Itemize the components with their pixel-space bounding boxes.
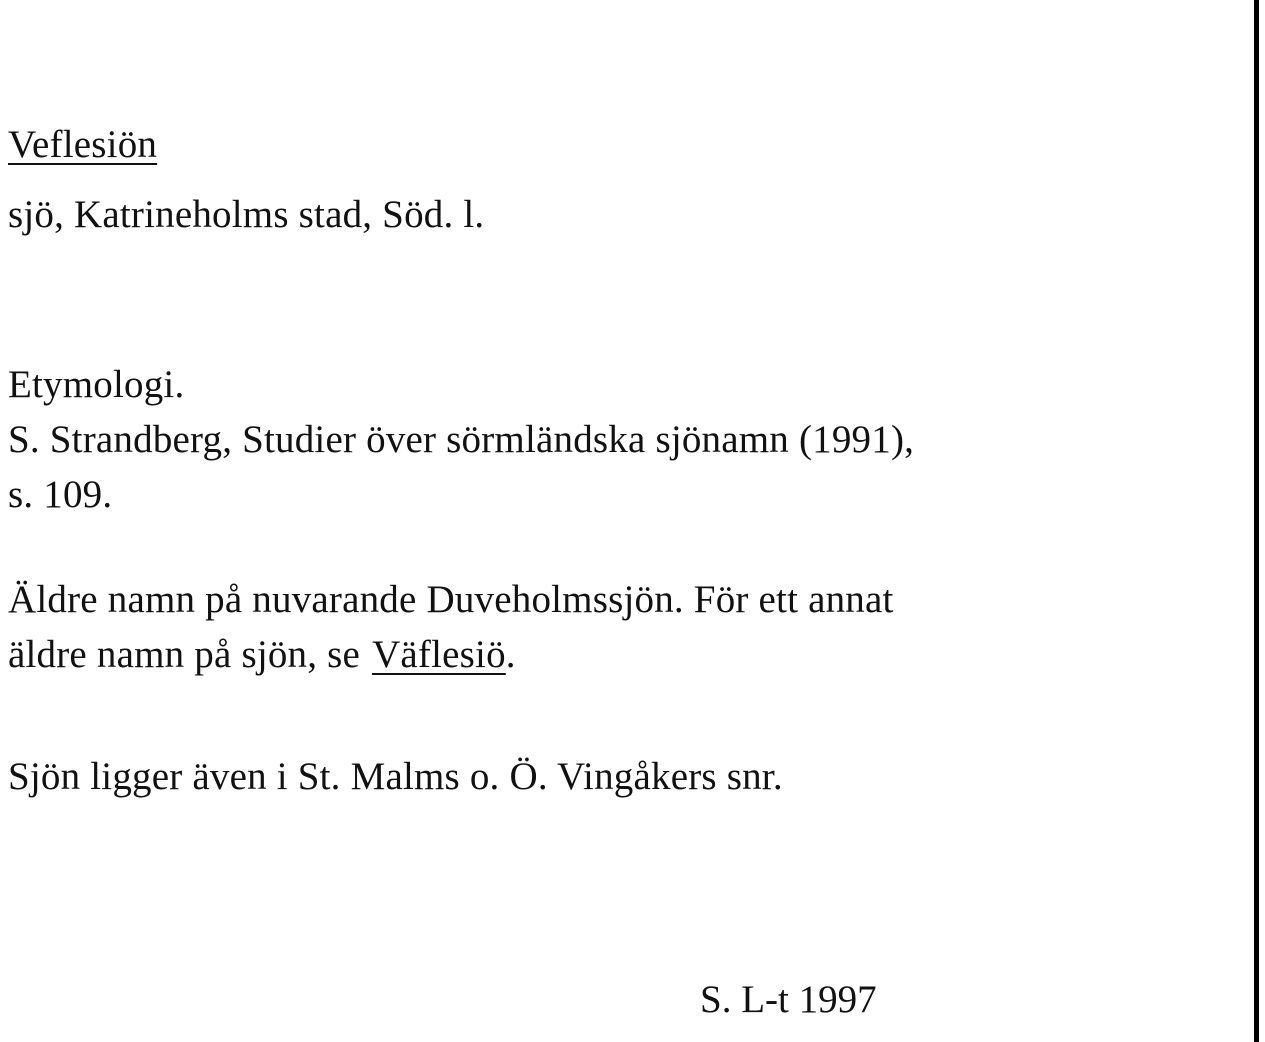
note-line-3: Sjön ligger även i St. Malms o. Ö. Vingåkers snr.: [8, 755, 783, 798]
author-signature: S. L-t 1997: [700, 978, 877, 1021]
cross-reference-link[interactable]: Väflesiö: [372, 633, 506, 676]
note-line-2-suffix: .: [505, 633, 516, 676]
card-right-edge: [1254, 0, 1259, 1042]
headword: Veflesiön: [8, 123, 158, 166]
etymology-reference-line-1: S. Strandberg, Studier över sörmländska sjönamn (1991),: [8, 418, 915, 461]
etymology-reference-line-2: s. 109.: [8, 473, 113, 516]
entry-description: sjö, Katrineholms stad, Söd. l.: [8, 193, 485, 236]
note-line-2-prefix: äldre namn på sjön, se: [8, 633, 361, 676]
note-line-2: [8, 635, 516, 674]
note-line-1: Äldre namn på nuvarande Duveholmssjön. För ett annat: [8, 578, 894, 621]
etymology-heading: Etymologi.: [8, 363, 185, 406]
